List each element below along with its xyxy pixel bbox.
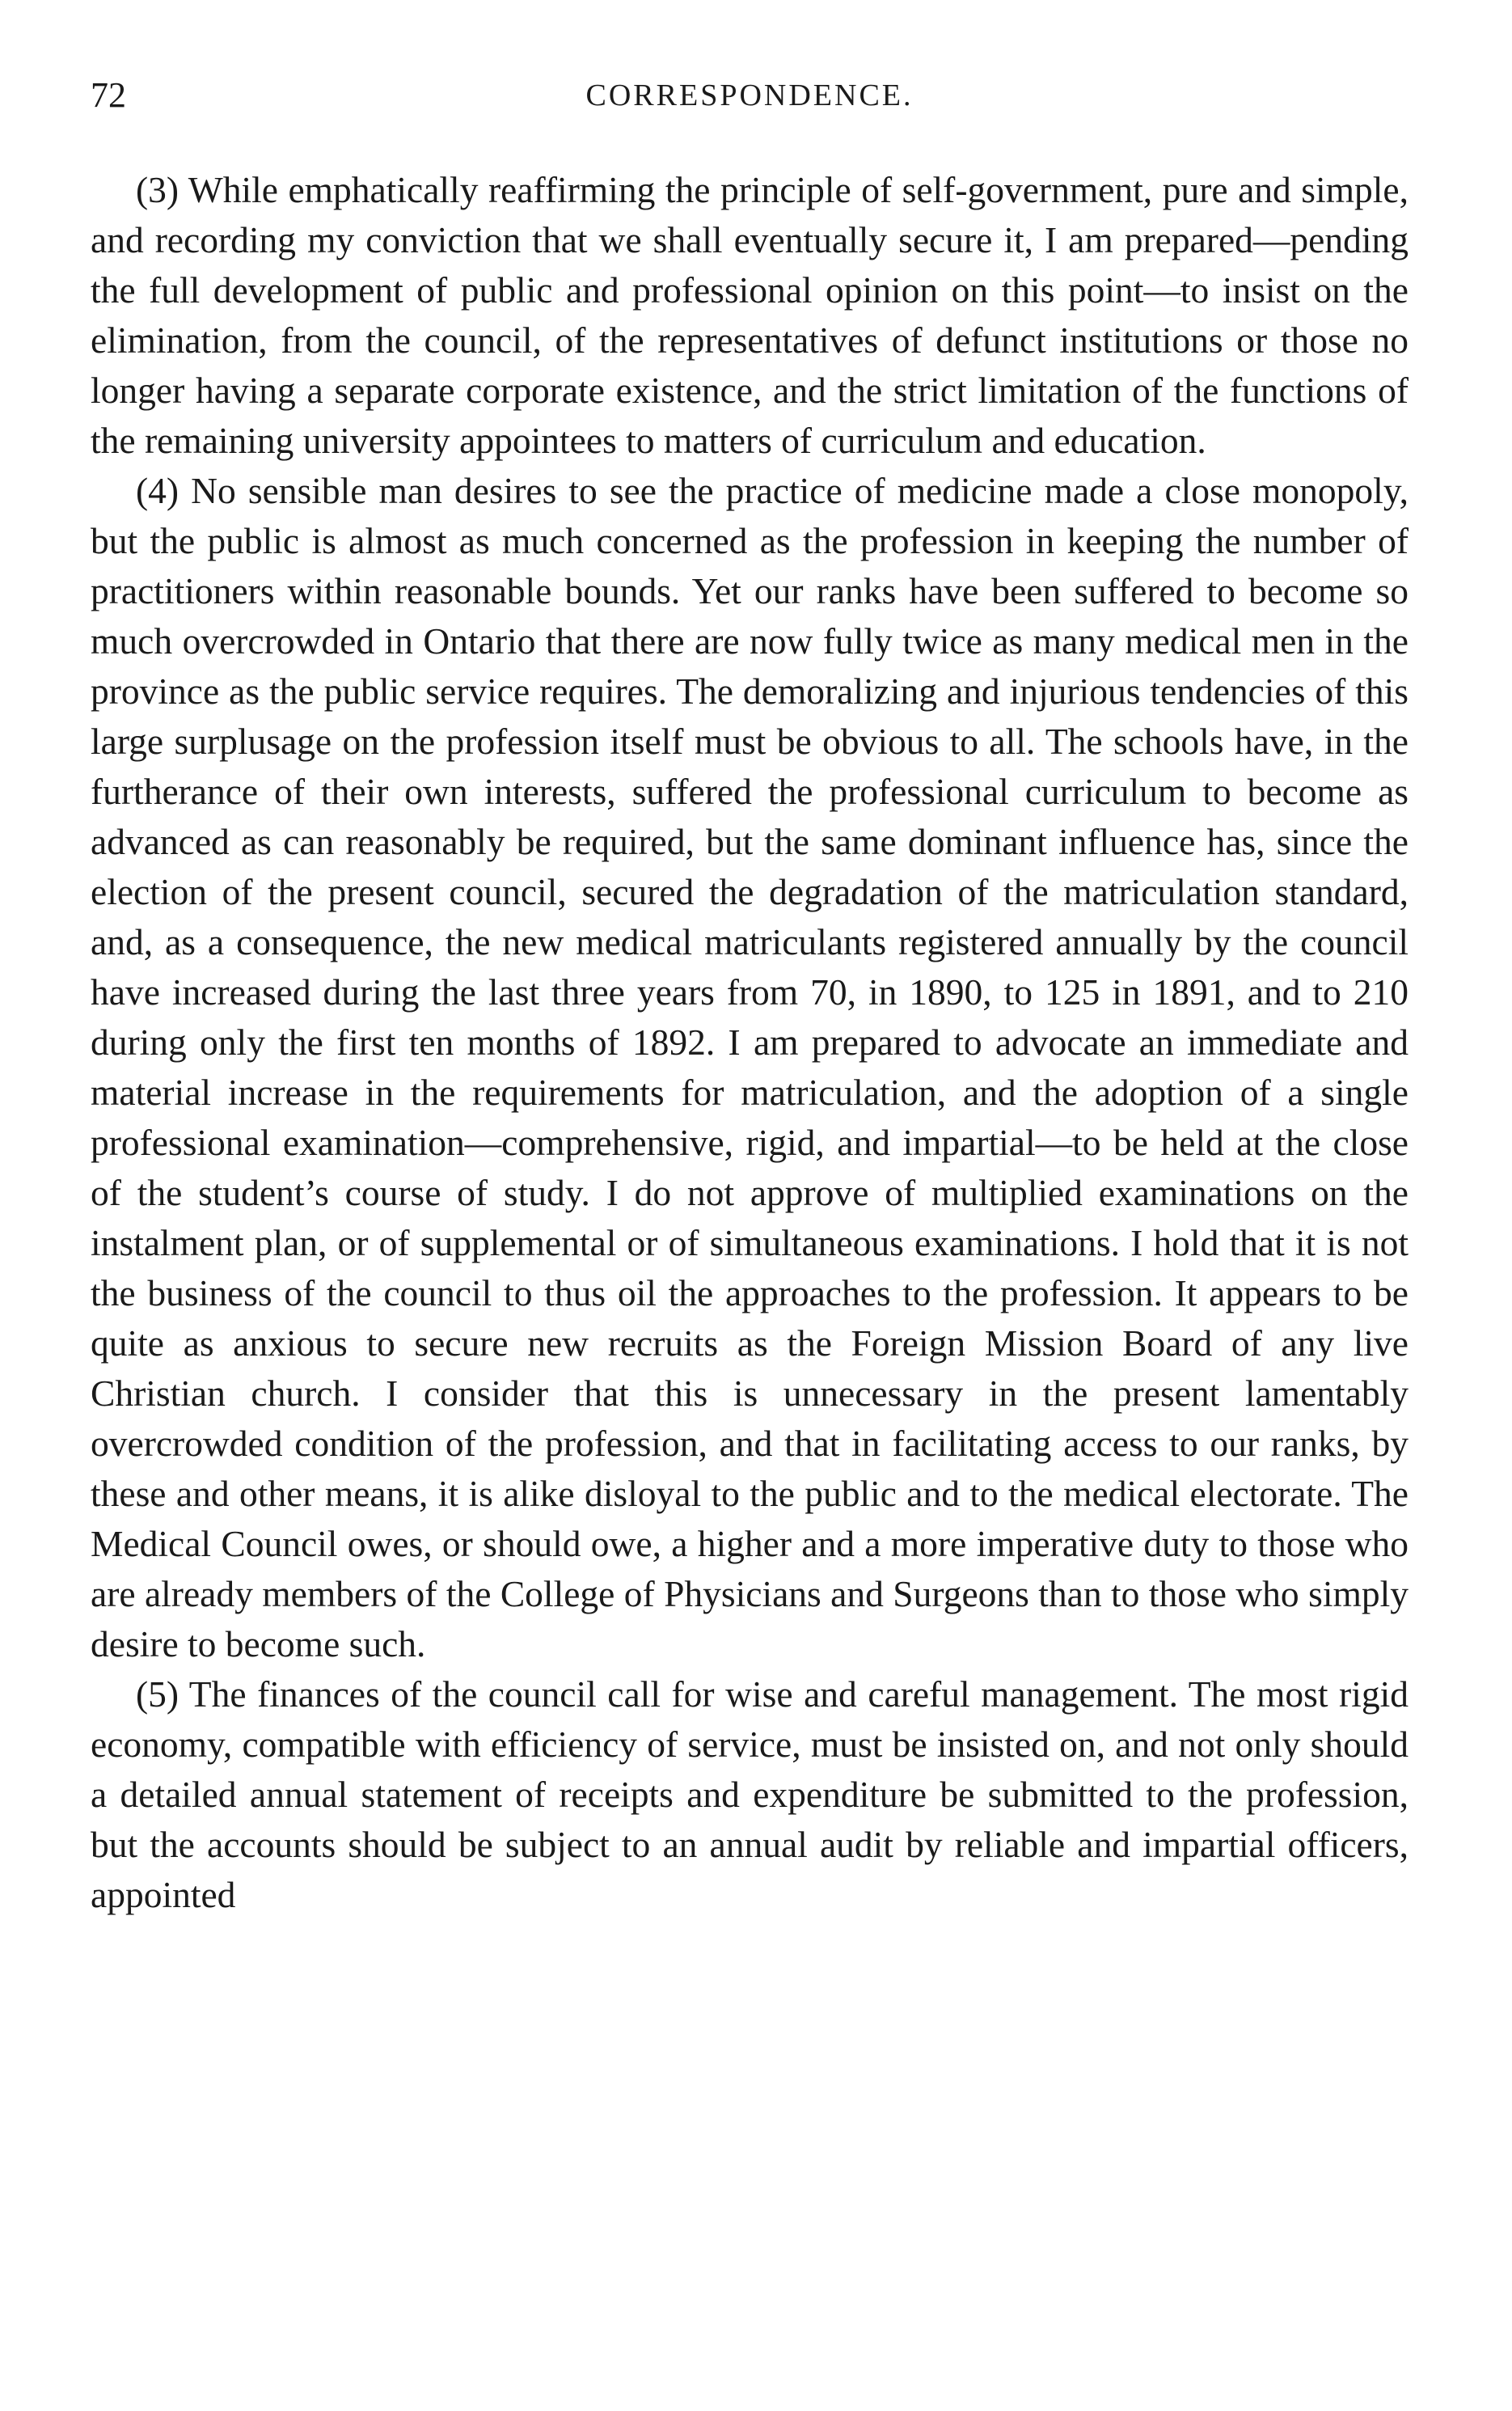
- running-head: [91, 71, 1409, 120]
- paragraph-3: (3) While emphatically reaffirming the principle of self-government, pure and simple, and recording my conviction that we shall eventually secure it, I am prepared—pending the full development of public and professional opinion on this point—to insist on the elimination, from the council, of the representatives of defunct institutions or those no longer having a separate corporate existence, and the strict limitation of the functions of the remaining university appointees to matters of curriculum and education.: [91, 169, 1409, 461]
- page-number: 72: [91, 75, 126, 115]
- paragraph-5: (5) The finances of the council call for wise and careful management. The most rigid economy, compatible with efficiency of service, must be insisted on, and not only should a detailed annual statement of receipts and expenditure be submitted to the profession, but the accounts should be subject to an annual audit by reliable and impartial officers, appointed: [91, 1673, 1409, 1915]
- paragraph-4: (4) No sensible man desires to see the practice of medicine made a close monopoly, but the public is almost as much concerned as the profession in keeping the number of practitioners within reasonable bounds. Yet our ranks have been suffered to become so much overcrowded in Ontario that there are now fully twice as many medical men in the province as the public service requires. The demoralizing and injurious tendencies of this large surplusage on the profession itself must be obvious to all. The schools have, in the furtherance of their own interests, suffered the professional curriculum to become as advanced as can reasonably be required, but the same dominant influence has, since the election of the present council, secured the degradation of the matriculation standard, and, as a consequence, the new medical matriculants registered annually by the council have increased during the last three years from 70, in 1890, to 125 in 1891, and to 210 during only the first ten months of 1892. I am prepared to advocate an immediate and material increase in the requirements for matriculation, and the adoption of a single professional examination—comprehensive, rigid, and impartial—to be held at the close of the student’s course of study. I do not approve of multiplied examinations on the instalment plan, or of supplemental or of simultaneous examinations. I hold that it is not the business of the council to thus oil the approaches to the profession. It appears to be quite as anxious to secure new recruits as the Foreign Mission Board of any live Christian church. I consider that this is unnecessary in the present lamentably overcrowded condition of the profession, and that in facilitating access to our ranks, by these and other means, it is alike disloyal to the public and to the medical electorate. The Medical Council owes, or should owe, a higher and a more imperative duty to those who are already members of the College of Physicians and Surgeons than to those who simply desire to become such.: [91, 470, 1409, 1664]
- body-text: [91, 165, 1409, 1920]
- running-head-title: CORRESPONDENCE.: [585, 78, 914, 112]
